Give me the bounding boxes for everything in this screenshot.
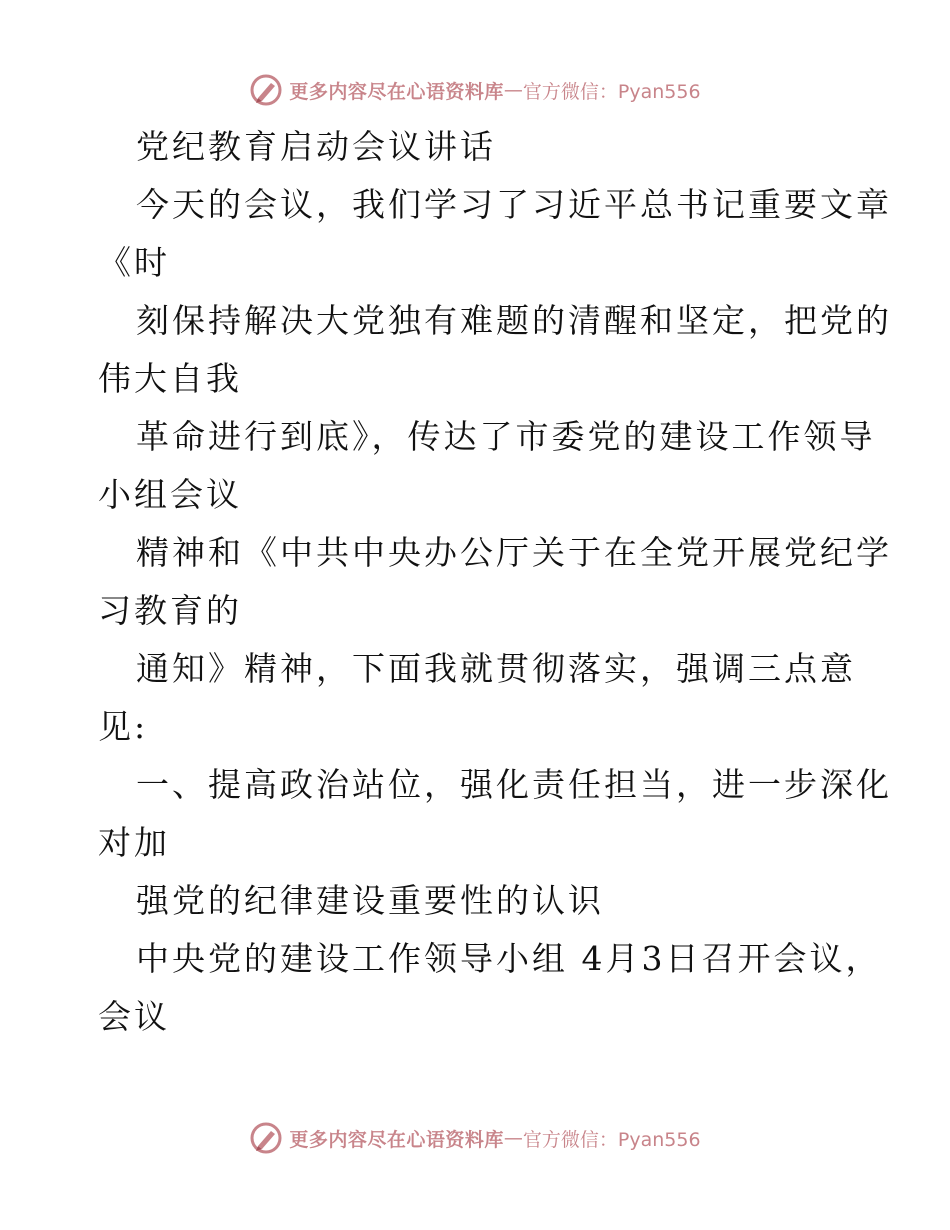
footer-watermark — [0, 1118, 950, 1158]
text-line: 见: — [98, 707, 149, 746]
pen-logo-icon — [249, 73, 283, 107]
text-line: 伟大自我 — [98, 359, 242, 398]
watermark-suffix: 官方微信：Pyan556 — [522, 80, 701, 103]
text-line: 小组会议 — [98, 475, 242, 514]
watermark-suffix: 官方微信：Pyan556 — [522, 1128, 701, 1151]
text-line: 刻保持解决大党独有难题的清醒和坚定，把党的 — [136, 301, 892, 340]
text-line: 通知》精神，下面我就贯彻落实，强调三点意 — [136, 649, 856, 688]
text-line: 精神和《中共中央办公厅关于在全党开展党纪学 — [136, 533, 892, 572]
text-line: 《时 — [98, 243, 170, 282]
text-line: 今天的会议，我们学习了习近平总书记重要文章 — [136, 185, 892, 224]
watermark-separator: — — [503, 1127, 523, 1149]
text-line: 党纪教育启动会议讲话 — [136, 127, 496, 166]
watermark-text: 更多内容尽在心语资料库 — [289, 1128, 504, 1151]
text-line: 革命进行到底》，传达了市委党的建设工作领导 — [136, 417, 876, 456]
text-line: 强党的纪律建设重要性的认识 — [136, 881, 604, 920]
header-watermark — [0, 70, 950, 110]
text-line: 对加 — [98, 823, 170, 862]
text-line: 一、提高政治站位，强化责任担当，进一步深化 — [136, 765, 892, 804]
text-line: 中央党的建设工作领导小组 4月3日召开会议， — [136, 939, 882, 978]
text-line: 会议 — [98, 997, 170, 1036]
pen-logo-icon — [249, 1121, 283, 1155]
watermark-text: 更多内容尽在心语资料库 — [289, 80, 504, 103]
text-line: 习教育的 — [98, 591, 242, 630]
watermark-separator: — — [503, 79, 523, 101]
document-body — [98, 118, 892, 1046]
